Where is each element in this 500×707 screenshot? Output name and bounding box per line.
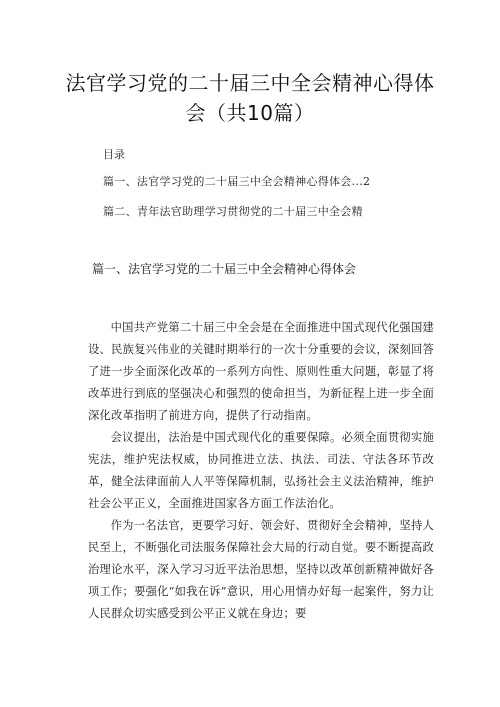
- toc-item-2[interactable]: 篇二、青年法官助理学习贯彻党的二十届三中全会精: [103, 205, 363, 218]
- body-paragraph-2: 会议提出，法治是中国式现代化的重要保障。必须全面贯彻实施宪法，维护宪法权威，协同推进立法、执法、司法、守法各环节改革，健全法律面前人人平等保障机制，弘扬社会主义法治精神，维护社会公平正义，全面推进国家各方面工作法治化。: [88, 431, 434, 510]
- table-of-contents: [103, 174, 433, 234]
- toc-heading: 目录: [103, 148, 125, 161]
- body-paragraph-3: 作为一名法官，更要学习好、领会好、贯彻好全会精神，坚持人民至上，不断强化司法服务保障社会大局的行动自觉。要不断提高政治理论水平，深入学习习近平法治思想，坚持以改革创新精神做好各项工作；要强化“如我在诉”意识，用心用情办好每一起案件，努力让人民群众切实感受到公平正义就在身边；要: [88, 519, 434, 620]
- document-title: 法官学习党的二十届三中全会精神心得体会（共10篇）: [65, 71, 435, 125]
- body-paragraph-1: 中国共产党第二十届三中全会是在全面推进中国式现代化强国建设、民族复兴伟业的关键时期举行的一次十分重要的会议，深刻回答了进一步全面深化改革的一系列方向性、原则性重大问题，彰显了将改革进行到底的坚强决心和强烈的使命担当，为新征程上进一步全面深化改革指明了前进方向，提供了行动指南。: [88, 321, 434, 422]
- section-heading: 篇一、法官学习党的二十届三中全会精神心得体会: [92, 262, 357, 276]
- section-body: [88, 317, 434, 625]
- toc-item-1[interactable]: 篇一、法官学习党的二十届三中全会精神心得体会...2: [103, 175, 371, 188]
